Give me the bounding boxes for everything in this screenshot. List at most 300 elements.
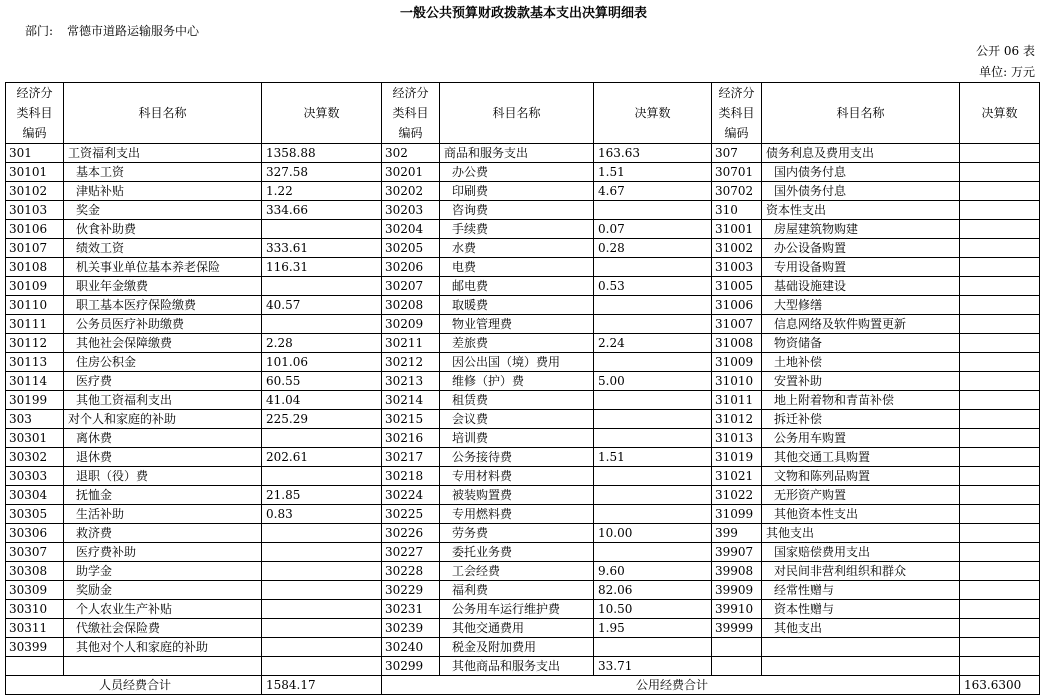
goods-code-cell: 30215	[382, 410, 440, 429]
goods-code-cell: 30201	[382, 163, 440, 182]
capital-name-cell: 基础设施建设	[762, 277, 960, 296]
header-amount-3: 决算数	[960, 83, 1040, 144]
capital-name-cell: 其他资本性支出	[762, 505, 960, 524]
personnel-name-cell: 个人农业生产补贴	[64, 600, 262, 619]
personnel-name-cell: 奖励金	[64, 581, 262, 600]
personnel-code-cell: 30112	[6, 334, 64, 353]
personnel-name-cell	[64, 657, 262, 676]
capital-name-cell: 土地补偿	[762, 353, 960, 372]
goods-amount-cell: 163.63	[594, 144, 712, 163]
expenditure-table	[5, 82, 1040, 695]
capital-name-cell: 地上附着物和青苗补偿	[762, 391, 960, 410]
personnel-amount-cell: 327.58	[262, 163, 382, 182]
capital-name-cell: 文物和陈列品购置	[762, 467, 960, 486]
capital-name-cell: 公务用车购置	[762, 429, 960, 448]
goods-amount-cell	[594, 296, 712, 315]
personnel-amount-cell: 2.28	[262, 334, 382, 353]
personnel-amount-cell: 334.66	[262, 201, 382, 220]
goods-amount-cell	[594, 505, 712, 524]
header-row	[6, 83, 1040, 144]
personnel-amount-cell: 333.61	[262, 239, 382, 258]
capital-amount-cell	[960, 581, 1040, 600]
public-total-amount: 163.6300	[960, 676, 1040, 695]
personnel-name-cell: 其他工资福利支出	[64, 391, 262, 410]
personnel-name-cell: 对个人和家庭的补助	[64, 410, 262, 429]
personnel-name-cell: 退休费	[64, 448, 262, 467]
goods-amount-cell: 9.60	[594, 562, 712, 581]
personnel-name-cell: 代缴社会保险费	[64, 619, 262, 638]
table-row	[6, 220, 1040, 239]
capital-amount-cell	[960, 315, 1040, 334]
form-number: 公开 06 表	[976, 44, 1035, 58]
capital-code-cell: 31022	[712, 486, 762, 505]
capital-amount-cell	[960, 277, 1040, 296]
goods-name-cell: 劳务费	[440, 524, 594, 543]
goods-code-cell: 30204	[382, 220, 440, 239]
capital-name-cell: 国内债务付息	[762, 163, 960, 182]
capital-code-cell: 30701	[712, 163, 762, 182]
goods-code-cell: 30227	[382, 543, 440, 562]
goods-amount-cell: 1.95	[594, 619, 712, 638]
capital-code-cell: 30702	[712, 182, 762, 201]
capital-name-cell: 资本性赠与	[762, 600, 960, 619]
personnel-code-cell: 30111	[6, 315, 64, 334]
goods-amount-cell: 82.06	[594, 581, 712, 600]
department-line	[25, 22, 213, 39]
capital-code-cell: 39999	[712, 619, 762, 638]
goods-name-cell: 邮电费	[440, 277, 594, 296]
table-row	[6, 429, 1040, 448]
capital-code-cell: 31012	[712, 410, 762, 429]
capital-amount-cell	[960, 467, 1040, 486]
capital-code-cell: 31008	[712, 334, 762, 353]
personnel-name-cell: 抚恤金	[64, 486, 262, 505]
capital-name-cell: 拆迁补偿	[762, 410, 960, 429]
table-row	[6, 391, 1040, 410]
personnel-code-cell: 30106	[6, 220, 64, 239]
goods-amount-cell: 4.67	[594, 182, 712, 201]
goods-amount-cell: 10.00	[594, 524, 712, 543]
table-row	[6, 448, 1040, 467]
personnel-amount-cell: 0.83	[262, 505, 382, 524]
goods-code-cell: 30299	[382, 657, 440, 676]
table-row	[6, 562, 1040, 581]
capital-amount-cell	[960, 201, 1040, 220]
capital-name-cell: 物资储备	[762, 334, 960, 353]
goods-amount-cell: 33.71	[594, 657, 712, 676]
capital-amount-cell	[960, 391, 1040, 410]
capital-code-cell: 31003	[712, 258, 762, 277]
personnel-name-cell: 工资福利支出	[64, 144, 262, 163]
personnel-code-cell: 30107	[6, 239, 64, 258]
goods-code-cell: 30225	[382, 505, 440, 524]
capital-amount-cell	[960, 372, 1040, 391]
goods-amount-cell	[594, 201, 712, 220]
goods-name-cell: 被装购置费	[440, 486, 594, 505]
personnel-amount-cell: 225.29	[262, 410, 382, 429]
personnel-code-cell: 30113	[6, 353, 64, 372]
capital-name-cell: 国家赔偿费用支出	[762, 543, 960, 562]
goods-amount-cell: 0.07	[594, 220, 712, 239]
personnel-amount-cell	[262, 657, 382, 676]
capital-amount-cell	[960, 543, 1040, 562]
goods-name-cell: 办公费	[440, 163, 594, 182]
personnel-code-cell: 30311	[6, 619, 64, 638]
table-row	[6, 201, 1040, 220]
table-row	[6, 296, 1040, 315]
personnel-name-cell: 医疗费补助	[64, 543, 262, 562]
capital-amount-cell	[960, 638, 1040, 657]
capital-amount-cell	[960, 657, 1040, 676]
personnel-name-cell: 公务员医疗补助缴费	[64, 315, 262, 334]
goods-amount-cell	[594, 353, 712, 372]
table-row	[6, 163, 1040, 182]
goods-code-cell: 30206	[382, 258, 440, 277]
goods-amount-cell	[594, 391, 712, 410]
table-row	[6, 144, 1040, 163]
goods-amount-cell: 1.51	[594, 163, 712, 182]
goods-code-cell: 30202	[382, 182, 440, 201]
personnel-code-cell: 30102	[6, 182, 64, 201]
table-row	[6, 657, 1040, 676]
goods-code-cell: 30208	[382, 296, 440, 315]
personnel-code-cell	[6, 657, 64, 676]
table-row	[6, 543, 1040, 562]
capital-code-cell: 31002	[712, 239, 762, 258]
goods-name-cell: 电费	[440, 258, 594, 277]
header-name-3: 科目名称	[762, 83, 960, 144]
personnel-name-cell: 绩效工资	[64, 239, 262, 258]
capital-code-cell: 31010	[712, 372, 762, 391]
goods-amount-cell	[594, 315, 712, 334]
goods-name-cell: 公务用车运行维护费	[440, 600, 594, 619]
personnel-code-cell: 30308	[6, 562, 64, 581]
capital-name-cell: 其他支出	[762, 619, 960, 638]
goods-amount-cell: 10.50	[594, 600, 712, 619]
capital-code-cell: 39910	[712, 600, 762, 619]
goods-name-cell: 手续费	[440, 220, 594, 239]
goods-amount-cell	[594, 467, 712, 486]
capital-name-cell: 对民间非营利组织和群众	[762, 562, 960, 581]
capital-code-cell: 31001	[712, 220, 762, 239]
goods-name-cell: 培训费	[440, 429, 594, 448]
goods-name-cell: 其他商品和服务支出	[440, 657, 594, 676]
capital-code-cell: 31013	[712, 429, 762, 448]
goods-name-cell: 因公出国（境）费用	[440, 353, 594, 372]
table-row	[6, 619, 1040, 638]
goods-name-cell: 税金及附加费用	[440, 638, 594, 657]
table-row	[6, 315, 1040, 334]
personnel-code-cell: 30108	[6, 258, 64, 277]
personnel-name-cell: 伙食补助费	[64, 220, 262, 239]
goods-name-cell: 福利费	[440, 581, 594, 600]
personnel-code-cell: 303	[6, 410, 64, 429]
capital-amount-cell	[960, 562, 1040, 581]
table-row	[6, 182, 1040, 201]
goods-code-cell: 30214	[382, 391, 440, 410]
goods-code-cell: 30224	[382, 486, 440, 505]
capital-amount-cell	[960, 600, 1040, 619]
personnel-amount-cell	[262, 638, 382, 657]
goods-code-cell: 30211	[382, 334, 440, 353]
goods-code-cell: 30203	[382, 201, 440, 220]
personnel-name-cell: 其他对个人和家庭的补助	[64, 638, 262, 657]
capital-name-cell: 经常性赠与	[762, 581, 960, 600]
goods-code-cell: 30207	[382, 277, 440, 296]
personnel-amount-cell	[262, 220, 382, 239]
table-row	[6, 581, 1040, 600]
capital-name-cell: 资本性支出	[762, 201, 960, 220]
personnel-name-cell: 职业年金缴费	[64, 277, 262, 296]
goods-name-cell: 租赁费	[440, 391, 594, 410]
goods-amount-cell: 2.24	[594, 334, 712, 353]
capital-code-cell: 31007	[712, 315, 762, 334]
personnel-amount-cell	[262, 429, 382, 448]
capital-code-cell: 39909	[712, 581, 762, 600]
goods-code-cell: 302	[382, 144, 440, 163]
capital-code-cell: 31005	[712, 277, 762, 296]
capital-amount-cell	[960, 258, 1040, 277]
goods-name-cell: 委托业务费	[440, 543, 594, 562]
capital-amount-cell	[960, 163, 1040, 182]
capital-amount-cell	[960, 239, 1040, 258]
goods-name-cell: 物业管理费	[440, 315, 594, 334]
capital-amount-cell	[960, 505, 1040, 524]
personnel-name-cell: 基本工资	[64, 163, 262, 182]
personnel-amount-cell	[262, 562, 382, 581]
goods-code-cell: 30209	[382, 315, 440, 334]
goods-code-cell: 30231	[382, 600, 440, 619]
table-row	[6, 239, 1040, 258]
capital-amount-cell	[960, 353, 1040, 372]
personnel-amount-cell: 1358.88	[262, 144, 382, 163]
personnel-name-cell: 助学金	[64, 562, 262, 581]
personnel-code-cell: 30101	[6, 163, 64, 182]
capital-name-cell: 专用设备购置	[762, 258, 960, 277]
goods-amount-cell	[594, 258, 712, 277]
capital-amount-cell	[960, 296, 1040, 315]
table-row	[6, 353, 1040, 372]
goods-name-cell: 商品和服务支出	[440, 144, 594, 163]
personnel-amount-cell: 41.04	[262, 391, 382, 410]
personnel-amount-cell	[262, 600, 382, 619]
goods-name-cell: 咨询费	[440, 201, 594, 220]
personnel-amount-cell	[262, 277, 382, 296]
header-name-2: 科目名称	[440, 83, 594, 144]
public-total-label: 公用经费合计	[382, 676, 960, 695]
table-row	[6, 505, 1040, 524]
totals-row	[6, 676, 1040, 695]
personnel-name-cell: 退职（役）费	[64, 467, 262, 486]
goods-code-cell: 30216	[382, 429, 440, 448]
header-name-1: 科目名称	[64, 83, 262, 144]
table-row	[6, 334, 1040, 353]
goods-amount-cell	[594, 543, 712, 562]
personnel-code-cell: 30303	[6, 467, 64, 486]
goods-amount-cell	[594, 638, 712, 657]
capital-amount-cell	[960, 524, 1040, 543]
goods-amount-cell: 1.51	[594, 448, 712, 467]
personnel-total-amount: 1584.17	[262, 676, 382, 695]
personnel-amount-cell	[262, 467, 382, 486]
personnel-code-cell: 30301	[6, 429, 64, 448]
goods-name-cell: 专用材料费	[440, 467, 594, 486]
capital-name-cell: 其他交通工具购置	[762, 448, 960, 467]
personnel-total-label: 人员经费合计	[6, 676, 262, 695]
capital-code-cell: 31021	[712, 467, 762, 486]
goods-name-cell: 维修（护）费	[440, 372, 594, 391]
capital-amount-cell	[960, 334, 1040, 353]
personnel-name-cell: 生活补助	[64, 505, 262, 524]
personnel-amount-cell	[262, 581, 382, 600]
personnel-code-cell: 30110	[6, 296, 64, 315]
header-code-3: 经济分 类科目 编码	[712, 83, 762, 144]
table-row	[6, 372, 1040, 391]
table-row	[6, 410, 1040, 429]
capital-name-cell	[762, 657, 960, 676]
capital-code-cell: 31011	[712, 391, 762, 410]
goods-code-cell: 30218	[382, 467, 440, 486]
personnel-code-cell: 30302	[6, 448, 64, 467]
goods-code-cell: 30240	[382, 638, 440, 657]
capital-amount-cell	[960, 410, 1040, 429]
capital-code-cell	[712, 657, 762, 676]
capital-name-cell: 国外债务付息	[762, 182, 960, 201]
capital-name-cell: 安置补助	[762, 372, 960, 391]
goods-name-cell: 会议费	[440, 410, 594, 429]
table-row	[6, 258, 1040, 277]
personnel-code-cell: 30103	[6, 201, 64, 220]
goods-amount-cell	[594, 410, 712, 429]
personnel-amount-cell	[262, 524, 382, 543]
header-amount-2: 决算数	[594, 83, 712, 144]
personnel-name-cell: 医疗费	[64, 372, 262, 391]
personnel-code-cell: 30306	[6, 524, 64, 543]
department-name: 常德市道路运输服务中心	[67, 24, 200, 38]
goods-code-cell: 30212	[382, 353, 440, 372]
goods-amount-cell	[594, 429, 712, 448]
goods-code-cell: 30217	[382, 448, 440, 467]
personnel-amount-cell: 202.61	[262, 448, 382, 467]
capital-amount-cell	[960, 144, 1040, 163]
capital-name-cell: 办公设备购置	[762, 239, 960, 258]
personnel-code-cell: 301	[6, 144, 64, 163]
personnel-code-cell: 30310	[6, 600, 64, 619]
capital-name-cell: 大型修缮	[762, 296, 960, 315]
header-code-2: 经济分 类科目 编码	[382, 83, 440, 144]
personnel-code-cell: 30307	[6, 543, 64, 562]
goods-amount-cell	[594, 486, 712, 505]
table-row	[6, 277, 1040, 296]
goods-code-cell: 30229	[382, 581, 440, 600]
capital-amount-cell	[960, 486, 1040, 505]
personnel-code-cell: 30109	[6, 277, 64, 296]
personnel-amount-cell: 21.85	[262, 486, 382, 505]
personnel-code-cell: 30399	[6, 638, 64, 657]
capital-amount-cell	[960, 220, 1040, 239]
table-row	[6, 486, 1040, 505]
capital-name-cell: 信息网络及软件购置更新	[762, 315, 960, 334]
capital-name-cell: 房屋建筑物购建	[762, 220, 960, 239]
capital-name-cell: 其他支出	[762, 524, 960, 543]
department-label: 部门:	[25, 24, 54, 38]
personnel-code-cell: 30305	[6, 505, 64, 524]
capital-amount-cell	[960, 448, 1040, 467]
capital-code-cell: 307	[712, 144, 762, 163]
personnel-amount-cell: 60.55	[262, 372, 382, 391]
capital-code-cell: 31019	[712, 448, 762, 467]
goods-name-cell: 公务接待费	[440, 448, 594, 467]
capital-code-cell: 39907	[712, 543, 762, 562]
table-row	[6, 467, 1040, 486]
personnel-amount-cell	[262, 315, 382, 334]
personnel-amount-cell	[262, 543, 382, 562]
goods-code-cell: 30228	[382, 562, 440, 581]
personnel-code-cell: 30199	[6, 391, 64, 410]
table-row	[6, 524, 1040, 543]
personnel-name-cell: 职工基本医疗保险缴费	[64, 296, 262, 315]
goods-amount-cell: 0.28	[594, 239, 712, 258]
personnel-name-cell: 其他社会保障缴费	[64, 334, 262, 353]
goods-amount-cell: 0.53	[594, 277, 712, 296]
personnel-name-cell: 住房公积金	[64, 353, 262, 372]
table-row	[6, 600, 1040, 619]
goods-code-cell: 30239	[382, 619, 440, 638]
capital-amount-cell	[960, 182, 1040, 201]
personnel-name-cell: 奖金	[64, 201, 262, 220]
personnel-name-cell: 离休费	[64, 429, 262, 448]
personnel-name-cell: 救济费	[64, 524, 262, 543]
header-amount-1: 决算数	[262, 83, 382, 144]
capital-code-cell	[712, 638, 762, 657]
goods-name-cell: 专用燃料费	[440, 505, 594, 524]
table-row	[6, 638, 1040, 657]
goods-amount-cell: 5.00	[594, 372, 712, 391]
capital-name-cell: 无形资产购置	[762, 486, 960, 505]
goods-name-cell: 取暖费	[440, 296, 594, 315]
personnel-code-cell: 30114	[6, 372, 64, 391]
personnel-code-cell: 30309	[6, 581, 64, 600]
personnel-amount-cell: 40.57	[262, 296, 382, 315]
page-title: 一般公共预算财政拨款基本支出决算明细表	[399, 6, 647, 21]
goods-code-cell: 30205	[382, 239, 440, 258]
capital-code-cell: 39908	[712, 562, 762, 581]
goods-name-cell: 其他交通费用	[440, 619, 594, 638]
header-code-1: 经济分 类科目 编码	[6, 83, 64, 144]
capital-code-cell: 399	[712, 524, 762, 543]
capital-amount-cell	[960, 619, 1040, 638]
personnel-amount-cell: 116.31	[262, 258, 382, 277]
personnel-amount-cell: 101.06	[262, 353, 382, 372]
capital-code-cell: 31099	[712, 505, 762, 524]
personnel-amount-cell	[262, 619, 382, 638]
capital-name-cell	[762, 638, 960, 657]
goods-name-cell: 差旅费	[440, 334, 594, 353]
capital-code-cell: 31009	[712, 353, 762, 372]
personnel-name-cell: 机关事业单位基本养老保险	[64, 258, 262, 277]
capital-name-cell: 债务利息及费用支出	[762, 144, 960, 163]
unit-label: 单位: 万元	[979, 65, 1035, 79]
personnel-name-cell: 津贴补贴	[64, 182, 262, 201]
personnel-code-cell: 30304	[6, 486, 64, 505]
table-body	[6, 144, 1040, 676]
goods-code-cell: 30226	[382, 524, 440, 543]
capital-code-cell: 310	[712, 201, 762, 220]
capital-code-cell: 31006	[712, 296, 762, 315]
personnel-amount-cell: 1.22	[262, 182, 382, 201]
goods-name-cell: 工会经费	[440, 562, 594, 581]
goods-code-cell: 30213	[382, 372, 440, 391]
